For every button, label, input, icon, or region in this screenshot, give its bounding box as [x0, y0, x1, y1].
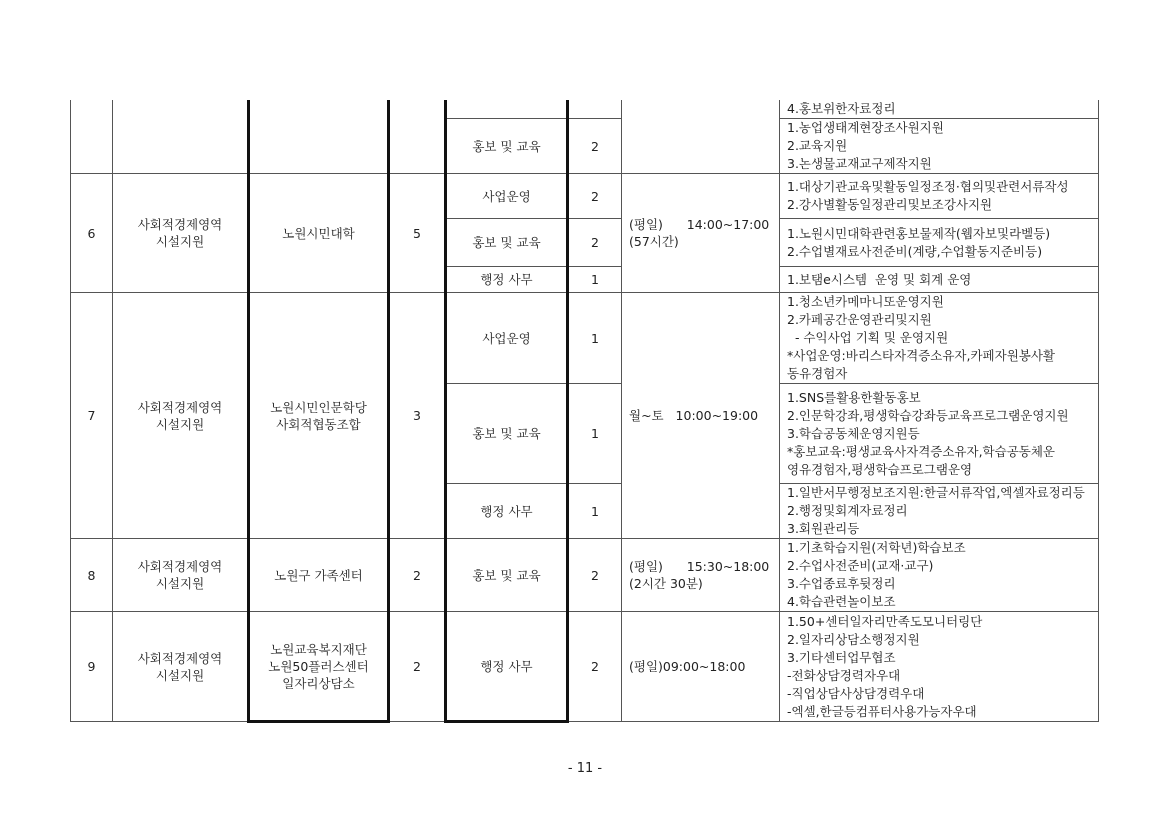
desc-line: 4.학습관련놀이보조	[787, 594, 896, 609]
org-line: 노원시민인문학당	[270, 399, 367, 415]
desc-line: 3.회원관리등	[787, 521, 860, 536]
table-row	[71, 100, 1099, 119]
schedule-cell	[622, 174, 780, 293]
no-cell: 7	[71, 293, 113, 539]
task-cell	[446, 100, 568, 119]
schedule-cell	[622, 100, 780, 174]
desc-cell	[780, 119, 1099, 174]
desc-line: 2.행정및회계자료정리	[787, 503, 908, 518]
field-line: 사회적경제영역	[137, 559, 223, 574]
org-line: 일자리상담소	[282, 675, 355, 691]
count-cell: 2	[568, 612, 622, 722]
desc-line: 1.대상기관교육및활동일정조정·협의및관련서류작성	[787, 179, 1069, 194]
desc-line: 1.일반서무행정보조지원:한글서류작업,엑셀자료정리등	[787, 485, 1085, 500]
desc-line: 2.카페공간운영관리및지원	[787, 312, 932, 327]
task-cell: 사업운영	[446, 293, 568, 384]
desc-cell	[780, 293, 1099, 384]
desc-line: - 수익사업 기획 및 운영지원	[787, 330, 949, 345]
desc-line: 2.인문학강좌,평생학습강좌등교육프로그램운영지원	[787, 407, 1069, 423]
desc-line: 1.노원시민대학관련홍보물제작(웹자보및라벨등)	[787, 225, 1051, 241]
total-cell: 2	[389, 612, 446, 722]
count-cell: 2	[568, 539, 622, 612]
count-cell: 1	[568, 267, 622, 293]
desc-line: *홍보교육:평생교육사자격증소유자,학습공동체운	[787, 443, 1056, 459]
schedule-cell	[622, 539, 780, 612]
org-cell	[249, 539, 389, 612]
no-cell: 9	[71, 612, 113, 722]
field-line: 사회적경제영역	[137, 217, 223, 232]
desc-cell	[780, 267, 1099, 293]
desc-line: 2.교육지원	[787, 138, 848, 153]
schedule-line: (평일) 14:00~17:00	[629, 217, 770, 232]
org-cell	[249, 612, 389, 722]
desc-line: 2.강사별활동일정관리및보조강사지원	[787, 197, 993, 212]
desc-line: 1.50+센터일자리만족도모니터링단	[787, 613, 983, 629]
desc-line: -직업상담사상담경력우대	[787, 685, 925, 701]
org-cell	[249, 293, 389, 539]
desc-cell	[780, 484, 1099, 539]
desc-cell	[780, 539, 1099, 612]
desc-cell	[780, 612, 1099, 722]
desc-line: 1.기초학습지원(저학년)학습보조	[787, 540, 966, 555]
task-cell: 홍보 및 교육	[446, 539, 568, 612]
total-cell: 2	[389, 539, 446, 612]
desc-line: -전화상담경력자우대	[787, 667, 901, 683]
org-line: 노원구 가족센터	[274, 567, 363, 583]
field-cell	[113, 174, 249, 293]
count-cell: 1	[568, 384, 622, 484]
field-cell	[113, 293, 249, 539]
no-cell	[71, 100, 113, 174]
task-cell: 행정 사무	[446, 484, 568, 539]
schedule-line: (2시간 30분)	[629, 576, 703, 591]
desc-line: 동유경험자	[787, 366, 848, 381]
desc-line: 2.수업사전준비(교재·교구)	[787, 558, 934, 573]
org-cell	[249, 174, 389, 293]
desc-cell	[780, 384, 1099, 484]
task-cell: 행정 사무	[446, 267, 568, 293]
schedule-line: (평일) 15:30~18:00	[629, 559, 770, 574]
total-cell: 5	[389, 174, 446, 293]
count-cell	[568, 100, 622, 119]
no-cell: 8	[71, 539, 113, 612]
desc-cell	[780, 219, 1099, 267]
desc-cell	[780, 100, 1099, 119]
schedule-line: 월~토 10:00~19:00	[629, 408, 759, 423]
org-line: 노원시민대학	[282, 225, 355, 241]
table-row	[71, 293, 1099, 384]
desc-line: 3.논생물교재교구제작지원	[787, 156, 932, 171]
table-row	[71, 539, 1099, 612]
org-cell	[249, 100, 389, 174]
desc-line: 영유경험자,평생학습프로그램운영	[787, 461, 973, 477]
task-cell: 사업운영	[446, 174, 568, 219]
desc-line: -엑셀,한글등컴퓨터사용가능자우대	[787, 703, 977, 719]
total-cell: 3	[389, 293, 446, 539]
desc-line: 4.홍보위한자료정리	[787, 101, 896, 116]
volunteer-assignment-table	[70, 100, 1099, 723]
desc-line: 1.보탬e시스템 운영 및 회계 운영	[787, 271, 972, 287]
field-line: 시설지원	[155, 667, 205, 683]
no-cell: 6	[71, 174, 113, 293]
field-cell	[113, 612, 249, 722]
page-number: - 11 -	[567, 761, 603, 776]
field-line: 시설지원	[155, 416, 205, 432]
task-cell: 홍보 및 교육	[446, 219, 568, 267]
field-line: 시설지원	[155, 234, 205, 249]
desc-line: 1.SNS를활용한활동홍보	[787, 389, 921, 405]
desc-line: 1.청소년카메마니또운영지원	[787, 294, 944, 309]
task-cell: 행정 사무	[446, 612, 568, 722]
desc-line: 2.수업별재료사전준비(계량,수업활동지준비등)	[787, 243, 1043, 259]
count-cell: 1	[568, 293, 622, 384]
count-cell: 1	[568, 484, 622, 539]
desc-line: 3.학습공동체운영지원등	[787, 425, 920, 441]
total-cell	[389, 100, 446, 174]
field-cell	[113, 100, 249, 174]
task-cell: 홍보 및 교육	[446, 119, 568, 174]
field-line: 시설지원	[155, 576, 205, 591]
table-row	[71, 174, 1099, 219]
desc-line: 3.기타센터업무협조	[787, 649, 896, 665]
field-line: 사회적경제영역	[137, 399, 223, 415]
count-cell: 2	[568, 174, 622, 219]
desc-line: *사업운영:바리스타자격증소유자,카페자원봉사활	[787, 348, 1056, 363]
desc-cell	[780, 174, 1099, 219]
schedule-cell	[622, 293, 780, 539]
field-cell	[113, 539, 249, 612]
desc-line: 2.일자리상담소행정지원	[787, 631, 920, 647]
schedule-line: (57시간)	[629, 234, 679, 249]
desc-line: 1.농업생태계현장조사원지원	[787, 120, 944, 135]
schedule-cell	[622, 612, 780, 722]
org-line: 노원50플러스센터	[268, 658, 369, 674]
schedule-line: (평일)09:00~18:00	[629, 659, 746, 674]
task-cell: 홍보 및 교육	[446, 384, 568, 484]
desc-line: 3.수업종료후뒷정리	[787, 576, 896, 591]
org-line: 사회적협동조합	[276, 416, 361, 432]
count-cell: 2	[568, 119, 622, 174]
org-line: 노원교육복지재단	[270, 641, 367, 657]
table-row	[71, 612, 1099, 722]
field-line: 사회적경제영역	[137, 650, 223, 666]
count-cell: 2	[568, 219, 622, 267]
